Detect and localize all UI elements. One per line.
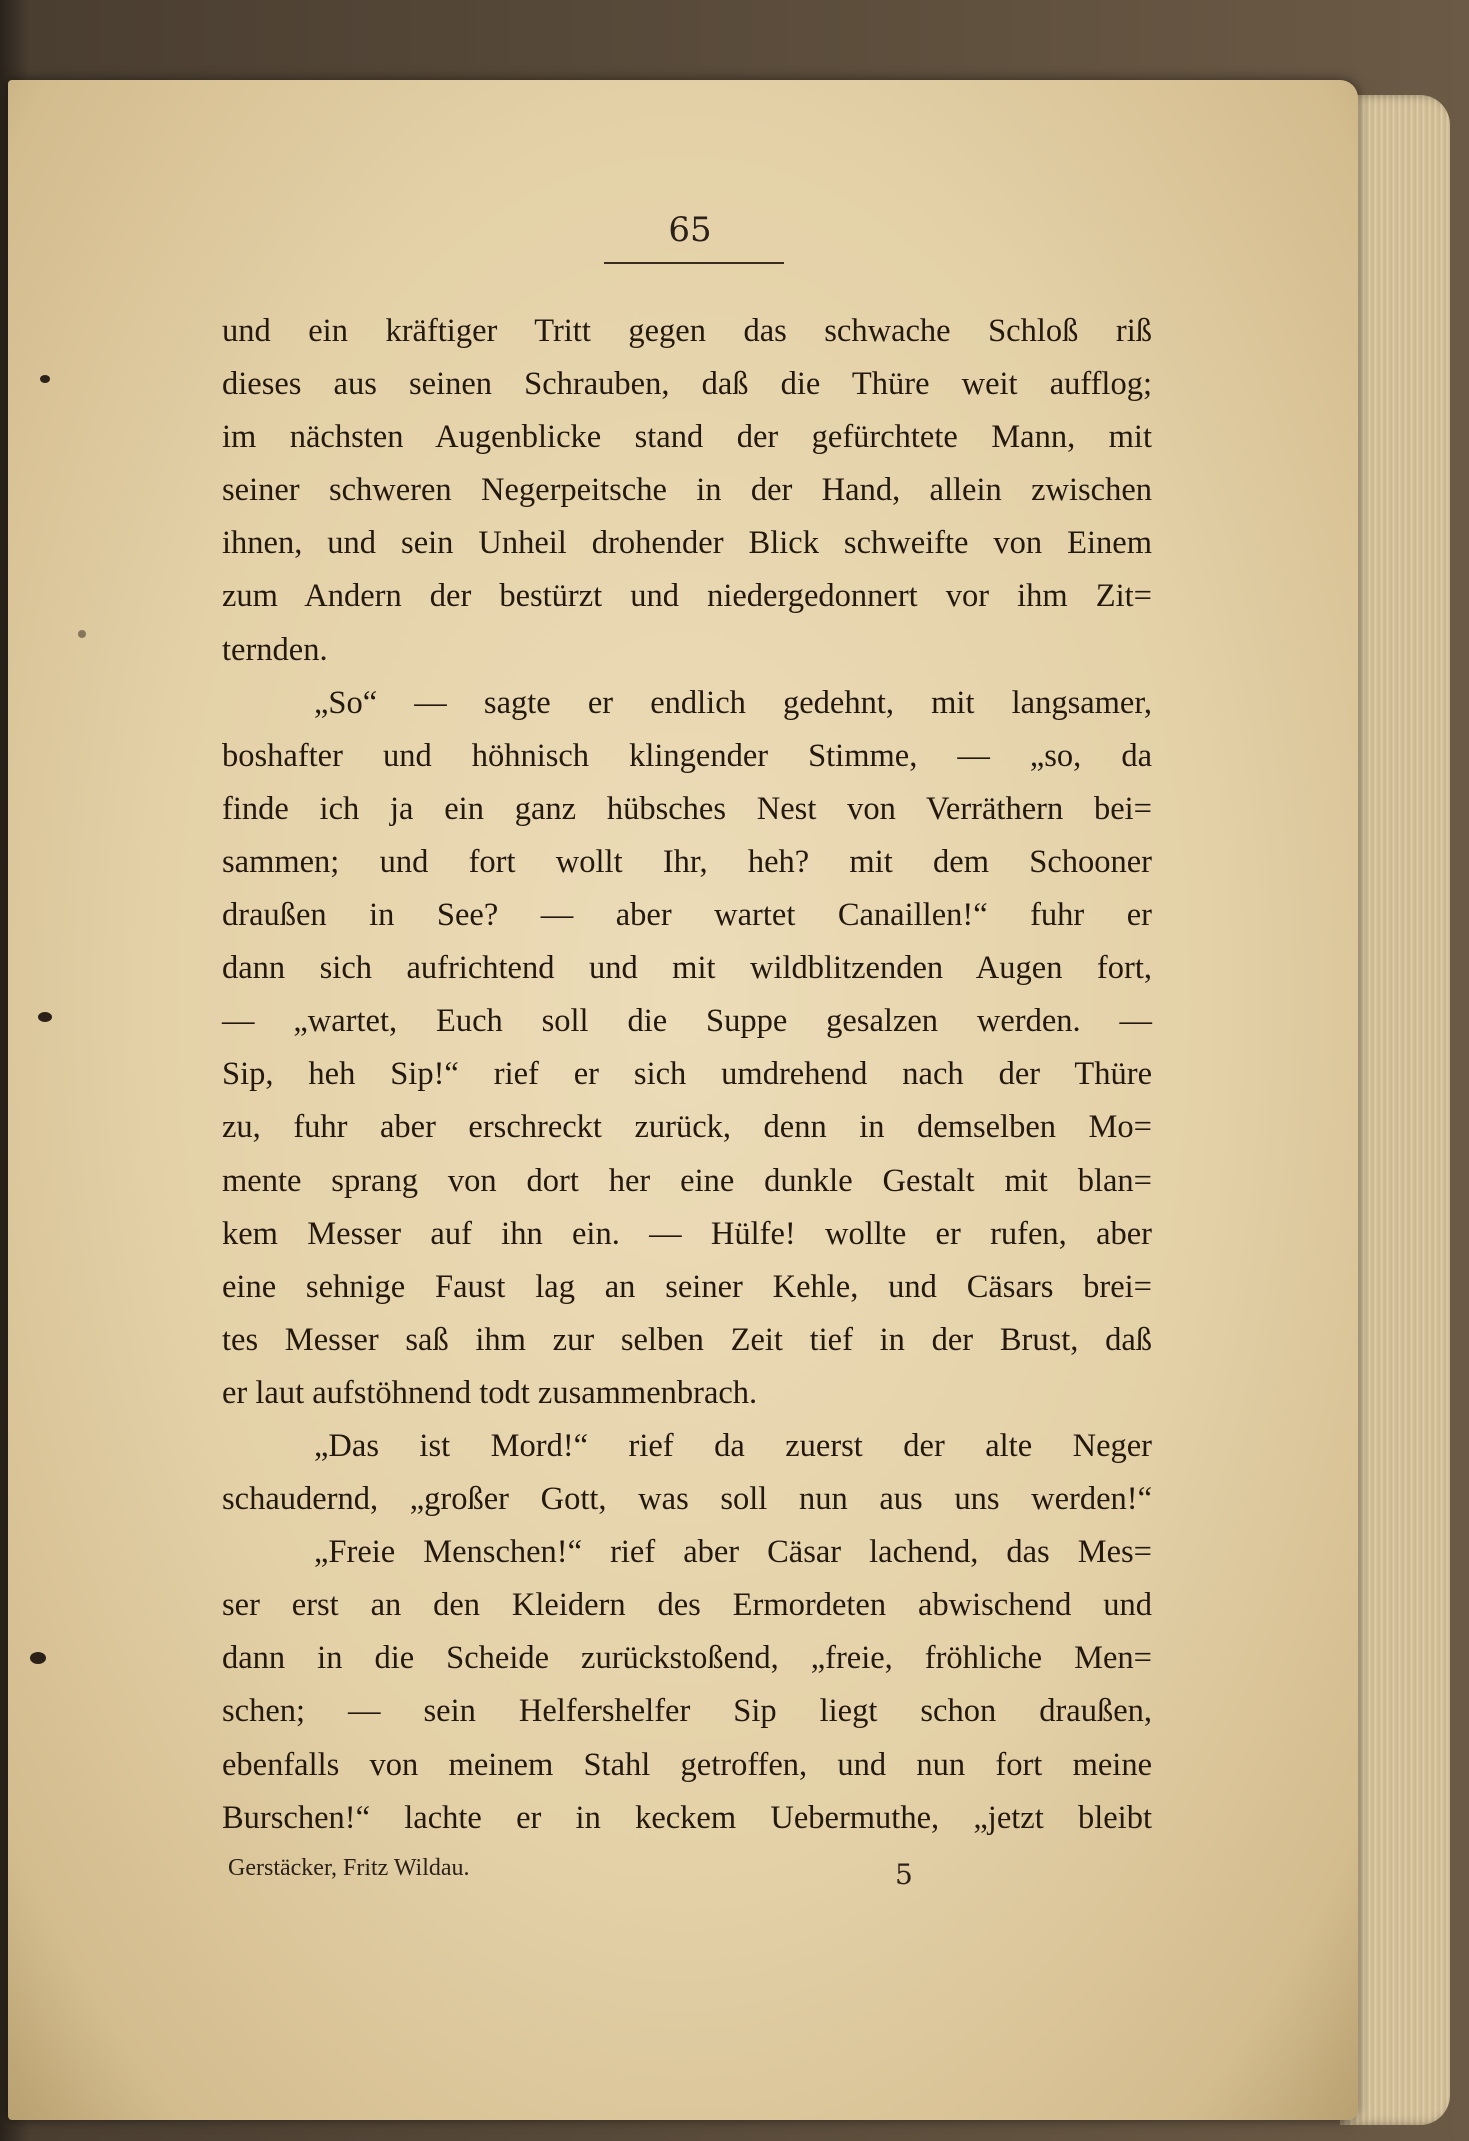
text-line: finde ich ja ein ganz hübsches Nest von Verräthern bei= bbox=[222, 790, 1152, 827]
text-line: dieses aus seinen Schrauben, daß die Thüre weit aufflog; bbox=[222, 366, 1152, 403]
text-line: ternden. bbox=[222, 631, 328, 668]
text-line: er laut aufstöhnend todt zusammenbrach. bbox=[222, 1374, 758, 1411]
text-line: boshafter und höhnisch klingender Stimme, — „so, da bbox=[222, 737, 1152, 774]
text-line: dann in die Scheide zurückstoßend, „freie, fröhliche Men= bbox=[222, 1640, 1152, 1677]
header-rule bbox=[604, 262, 784, 264]
text-line: ihnen, und sein Unheil drohender Blick schweifte von Einem bbox=[222, 525, 1152, 562]
text-line: „So“ — sagte er endlich gedehnt, mit langsamer, bbox=[314, 684, 1152, 721]
text-line: seiner schweren Negerpeitsche in der Hand, allein zwischen bbox=[222, 472, 1152, 509]
ink-speck bbox=[78, 630, 86, 638]
text-line: eine sehnige Faust lag an seiner Kehle, und Cäsars brei= bbox=[222, 1268, 1152, 1305]
text-line: mente sprang von dort her eine dunkle Gestalt mit blan= bbox=[222, 1162, 1152, 1199]
text-line: „Das ist Mord!“ rief da zuerst der alte Neger bbox=[314, 1427, 1152, 1464]
text-line: ser erst an den Kleidern des Ermordeten abwischend und bbox=[222, 1587, 1152, 1624]
text-line: tes Messer saß ihm zur selben Zeit tief in der Brust, daß bbox=[222, 1321, 1152, 1358]
text-line: ebenfalls von meinem Stahl getroffen, und nun fort meine bbox=[222, 1746, 1152, 1783]
text-line: schaudernd, „großer Gott, was soll nun aus uns werden!“ bbox=[222, 1481, 1152, 1518]
text-line: „Freie Menschen!“ rief aber Cäsar lachend, das Mes= bbox=[314, 1534, 1152, 1571]
page-number: 65 bbox=[668, 210, 712, 250]
footer-author: Gerstäcker, Fritz Wildau. bbox=[228, 1855, 470, 1881]
text-line: — „wartet, Euch soll die Suppe gesalzen werden. — bbox=[222, 1003, 1152, 1040]
text-line: zum Andern der bestürzt und niedergedonnert vor ihm Zit= bbox=[222, 578, 1152, 615]
text-line: kem Messer auf ihn ein. — Hülfe! wollte er rufen, aber bbox=[222, 1215, 1152, 1252]
text-line: und ein kräftiger Tritt gegen das schwache Schloß riß bbox=[222, 313, 1152, 349]
text-line: Sip, heh Sip!“ rief er sich umdrehend nach der Thüre bbox=[222, 1056, 1152, 1093]
footer-signature-mark: 5 bbox=[895, 1858, 913, 1891]
text-line: sammen; und fort wollt Ihr, heh? mit dem Schooner bbox=[222, 843, 1152, 880]
ink-speck bbox=[30, 1652, 46, 1664]
ink-speck bbox=[40, 375, 50, 383]
ink-speck bbox=[38, 1012, 52, 1022]
body-text bbox=[222, 305, 1152, 1845]
text-line: Burschen!“ lachte er in keckem Uebermuthe, „jetzt bleibt bbox=[222, 1799, 1152, 1836]
text-line: dann sich aufrichtend und mit wildblitzenden Augen fort, bbox=[222, 950, 1152, 987]
text-line: schen; — sein Helfershelfer Sip liegt schon draußen, bbox=[222, 1693, 1152, 1730]
text-line: im nächsten Augenblicke stand der gefürchtete Mann, mit bbox=[222, 419, 1152, 456]
text-line: draußen in See? — aber wartet Canaillen!“ fuhr er bbox=[222, 897, 1152, 934]
text-line: zu, fuhr aber erschreckt zurück, denn in demselben Mo= bbox=[222, 1109, 1152, 1146]
